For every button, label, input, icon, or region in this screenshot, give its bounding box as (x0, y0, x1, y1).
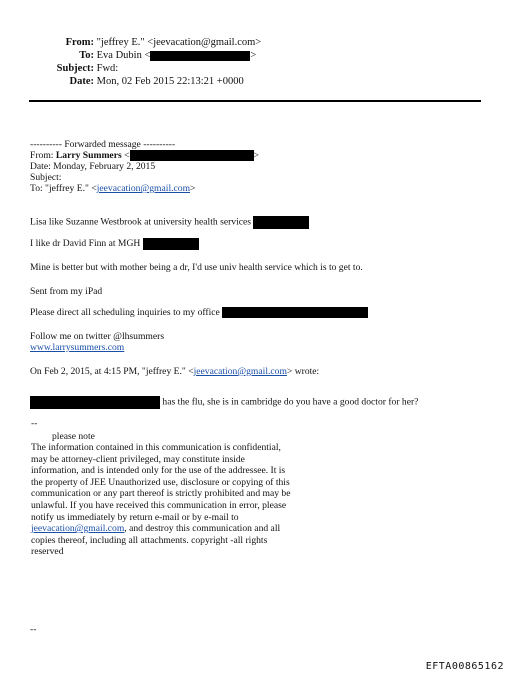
disclaimer-email-link[interactable]: jeevacation@gmail.com (31, 523, 125, 535)
from-value: "jeffrey E." <jeevacation@gmail.com> (96, 37, 262, 48)
body-line-5 (30, 307, 368, 319)
quote-prefix: On Feb 2, 2015, at 4:15 PM, "jeffrey E." < (30, 366, 194, 377)
header-divider (29, 100, 481, 102)
to-label: To: (79, 50, 94, 61)
body-line-1 (30, 216, 309, 229)
forwarded-marker: ---------- Forwarded message ---------- (30, 139, 176, 150)
header-subject-row (30, 62, 118, 75)
body-line-5-text: Please direct all scheduling inquiries to my office (30, 307, 220, 318)
redaction-block (222, 307, 368, 318)
document-id: EFTA00865162 (425, 661, 504, 672)
header-date-row (30, 75, 244, 88)
forwarded-from-name: Larry Summers (55, 150, 122, 161)
subject-label: Subject: (56, 63, 94, 74)
header-from-row (30, 36, 261, 49)
forwarded-to-prefix: To: "jeffrey E." < (30, 183, 97, 194)
disclaimer-text-a: The information contained in this communication is confidential, may be attorney-client privileged, may constitute inside information, and is intended only for the use of the addressee. It is the property of JEE Unauthorized use, disclosure or copying of this communication or any part thereof is strictly prohibited and may be unlawful. If you have received this communication in error, please notify us immediately by return e-mail or by e-mail to (31, 442, 291, 523)
redaction-block (130, 150, 254, 161)
quote-suffix: > wrote: (286, 366, 320, 377)
please-note: please note (52, 431, 95, 442)
body-line-2 (30, 238, 199, 250)
redaction-block (30, 396, 160, 409)
date-label: Date: (69, 76, 94, 87)
forwarded-to-suffix: > (190, 183, 196, 194)
signature-dash: -- (31, 418, 38, 429)
from-label: From: (65, 37, 94, 48)
subject-value: Fwd: (96, 63, 119, 74)
website-link[interactable]: www.larrysummers.com (30, 342, 125, 353)
forwarded-subject: Subject: (30, 172, 62, 183)
body-line-2-text: I like dr David Finn at MGH (30, 238, 141, 250)
quoted-line (30, 396, 418, 409)
forwarded-from-label: From: (30, 150, 54, 161)
quote-email-link[interactable]: jeevacation@gmail.com (193, 366, 287, 377)
to-name: Eva Dubin < (96, 50, 151, 61)
forwarded-to-row (30, 183, 195, 195)
redaction-block (143, 238, 199, 250)
redaction-block (253, 216, 309, 229)
follow-line: Follow me on twitter @lhsummers (30, 331, 165, 342)
forwarded-from-open: < (121, 150, 130, 161)
redaction-block (150, 51, 250, 61)
quoted-text: has the flu, she is in cambridge do you have a good doctor for her? (162, 396, 419, 408)
body-line-1-text: Lisa like Suzanne Westbrook at university health services (30, 216, 251, 228)
body-line-3: Mine is better but with mother being a dr, I'd use univ health service which is to get to. (30, 262, 363, 273)
forwarded-to-email-link[interactable]: jeevacation@gmail.com (96, 183, 191, 194)
website-line (30, 342, 124, 354)
forwarded-date: Date: Monday, February 2, 2015 (30, 161, 156, 172)
to-close: > (250, 50, 257, 61)
body-line-4: Sent from my iPad (30, 286, 103, 297)
quote-header (30, 366, 319, 378)
forwarded-from-close: > (253, 150, 259, 161)
end-dash: -- (30, 624, 37, 635)
disclaimer-text-b: , and destroy this communication and all copies thereof, including all attachments. copyright -all rights reserved (31, 523, 281, 558)
date-value: Mon, 02 Feb 2015 22:13:21 +0000 (96, 76, 244, 87)
header-to-row (30, 49, 256, 62)
disclaimer (31, 442, 291, 558)
